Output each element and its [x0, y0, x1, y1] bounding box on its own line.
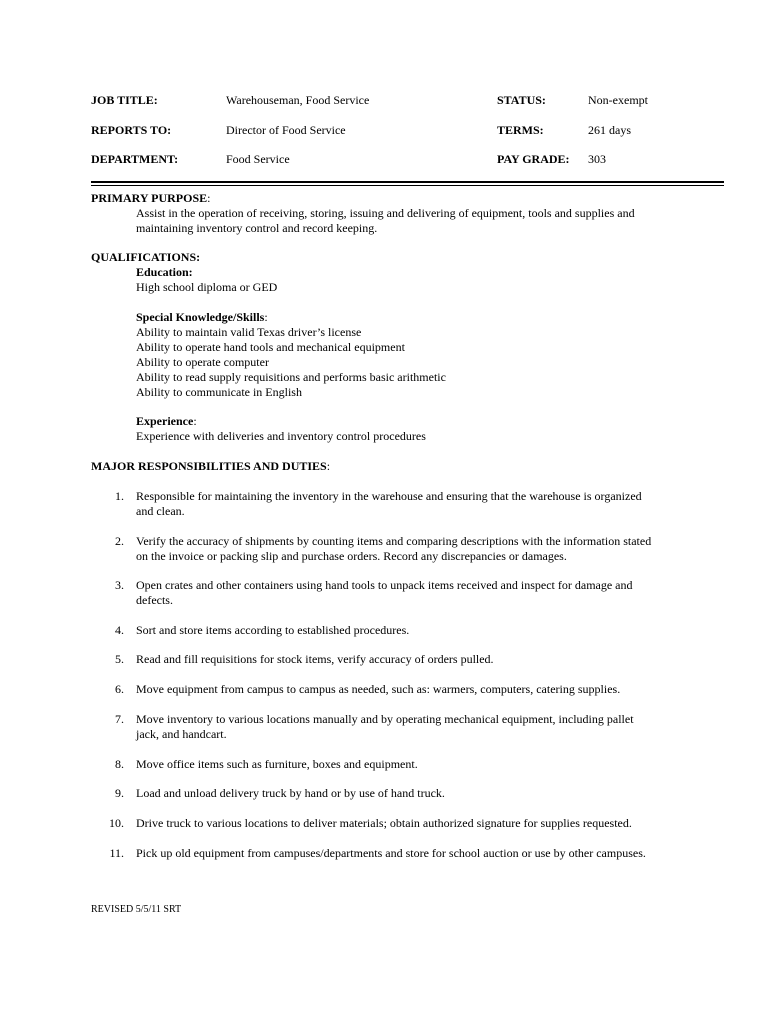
skill-item: Ability to operate computer	[136, 355, 269, 369]
department-label: DEPARTMENT:	[91, 152, 179, 166]
header-row-job-title	[91, 93, 691, 108]
revision-footer: REVISED 5/5/11 SRT	[91, 904, 182, 915]
duty-line: Pick up old equipment from campuses/departments and store for school auction or use by other campuses.	[136, 846, 646, 860]
status-label: STATUS:	[497, 93, 546, 107]
duty-line: jack, and handcart.	[136, 727, 227, 741]
experience-heading: Experience:	[136, 414, 197, 428]
duty-line: Verify the accuracy of shipments by counting items and comparing descriptions with the information stated	[136, 534, 652, 548]
pay-grade-value: 303	[588, 152, 606, 166]
job-title-label: JOB TITLE:	[91, 93, 158, 107]
header-divider-thin	[91, 185, 724, 186]
job-title-value: Warehouseman, Food Service	[226, 93, 370, 107]
qualifications-heading: QUALIFICATIONS:	[91, 250, 201, 264]
skill-item: Ability to maintain valid Texas driver’s license	[136, 325, 362, 339]
duties-heading: MAJOR RESPONSIBILITIES AND DUTIES:	[91, 459, 331, 473]
duty-number: 5.	[115, 652, 124, 666]
pay-grade-label: PAY GRADE:	[497, 152, 570, 166]
department-value: Food Service	[226, 152, 290, 166]
duty-line: Move inventory to various locations manually and by operating mechanical equipment, including pallet	[136, 712, 634, 726]
education-heading: Education:	[136, 265, 193, 279]
header-row-department	[91, 152, 691, 167]
reports-to-label: REPORTS TO:	[91, 123, 172, 137]
terms-value: 261 days	[588, 123, 631, 137]
skill-item: Ability to communicate in English	[136, 385, 302, 399]
skills-heading: Special Knowledge/Skills:	[136, 310, 268, 324]
primary-purpose-heading: PRIMARY PURPOSE:	[91, 191, 211, 205]
skill-item: Ability to read supply requisitions and performs basic arithmetic	[136, 370, 446, 384]
header-divider-thick	[91, 181, 724, 183]
duty-line: Open crates and other containers using hand tools to unpack items received and inspect for damage and	[136, 578, 633, 592]
duty-number: 7.	[115, 712, 124, 726]
terms-label: TERMS:	[497, 123, 544, 137]
duty-line: and clean.	[136, 504, 185, 518]
duty-line: Move office items such as furniture, boxes and equipment.	[136, 757, 418, 771]
duty-line: Responsible for maintaining the inventory in the warehouse and ensuring that the warehouse is organized	[136, 489, 642, 503]
primary-purpose-line: maintaining inventory control and record keeping.	[136, 221, 378, 235]
experience-text: Experience with deliveries and inventory control procedures	[136, 429, 426, 443]
duty-number: 4.	[115, 623, 124, 637]
duty-number: 11.	[109, 846, 124, 860]
primary-purpose-line: Assist in the operation of receiving, storing, issuing and delivering of equipment, tools and supplies and	[136, 206, 635, 220]
duty-number: 2.	[115, 534, 124, 548]
duty-number: 3.	[115, 578, 124, 592]
duty-line: Move equipment from campus to campus as needed, such as: warmers, computers, catering supplies.	[136, 682, 621, 696]
duty-number: 9.	[115, 786, 124, 800]
reports-to-value: Director of Food Service	[226, 123, 346, 137]
duty-line: Drive truck to various locations to deliver materials; obtain authorized signature for supplies requested.	[136, 816, 632, 830]
duty-number: 8.	[115, 757, 124, 771]
skill-item: Ability to operate hand tools and mechanical equipment	[136, 340, 405, 354]
duty-line: Sort and store items according to established procedures.	[136, 623, 410, 637]
duty-number: 1.	[115, 489, 124, 503]
header-row-reports-to	[91, 123, 691, 138]
duty-line: Read and fill requisitions for stock items, verify accuracy of orders pulled.	[136, 652, 494, 666]
status-value: Non-exempt	[588, 93, 648, 107]
duty-line: defects.	[136, 593, 173, 607]
education-text: High school diploma or GED	[136, 280, 278, 294]
duty-number: 10.	[109, 816, 124, 830]
duty-line: on the invoice or packing slip and purchase orders. Record any discrepancies or damages.	[136, 549, 567, 563]
duty-line: Load and unload delivery truck by hand or by use of hand truck.	[136, 786, 445, 800]
duty-number: 6.	[115, 682, 124, 696]
